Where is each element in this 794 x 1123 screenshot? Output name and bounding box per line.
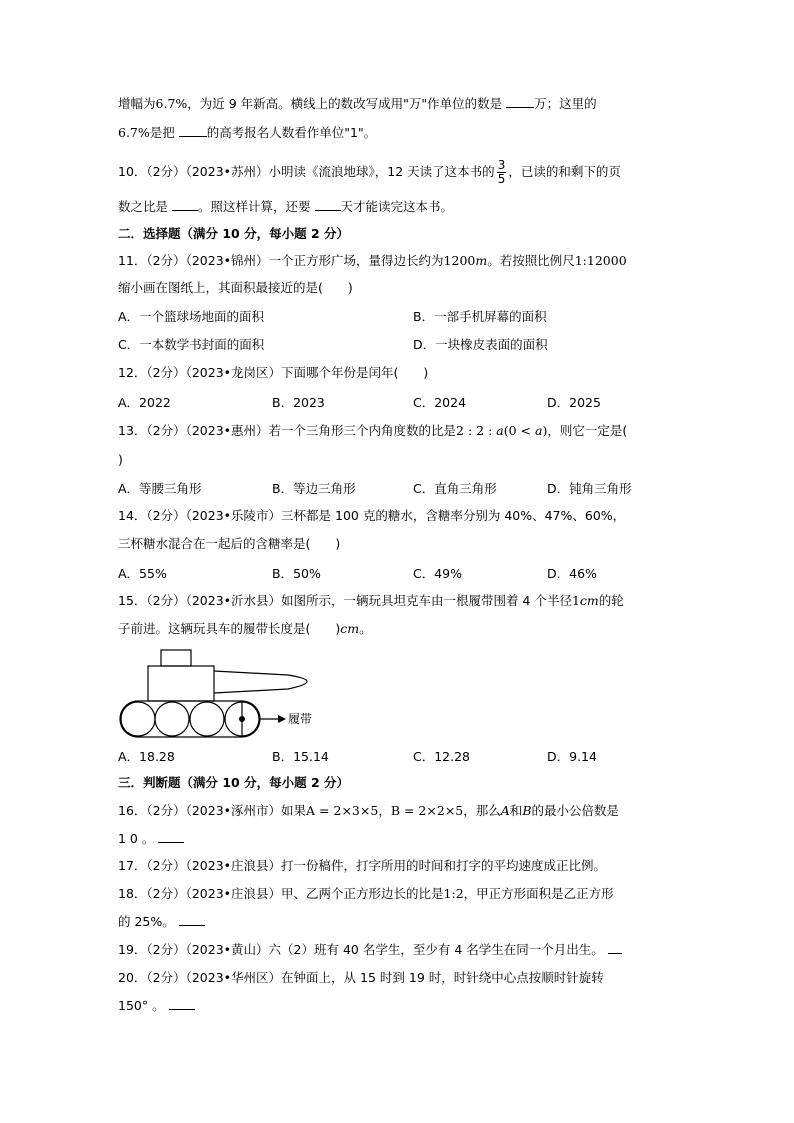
question-text: 的轮 xyxy=(598,593,624,608)
question-text: 18．（2分）（2023•庄浪县）甲、乙两个正方形边长的比是 xyxy=(118,886,444,901)
question-text: ，那么 xyxy=(463,803,501,818)
option-a[interactable]: A．2022 xyxy=(118,395,171,410)
option-b[interactable]: B．一部手机屏幕的面积 xyxy=(413,309,547,324)
intro-text: 是把 xyxy=(149,125,175,140)
answer-blank[interactable] xyxy=(179,913,205,926)
wheel xyxy=(155,702,189,736)
track-left-curve xyxy=(120,701,138,737)
intro-line-2 xyxy=(118,124,376,142)
question-text: ，则它一定是( xyxy=(547,423,628,438)
wheel-center xyxy=(239,716,245,722)
answer-blank[interactable] xyxy=(315,198,341,211)
fraction-denominator: 5 xyxy=(497,172,506,186)
question-20-line-2 xyxy=(118,997,195,1015)
option-a[interactable]: A．一个篮球场地面的面积 xyxy=(118,309,265,324)
question-text: ，已读的和剩下的页 xyxy=(508,164,621,179)
question-15-line-2 xyxy=(118,620,372,638)
section-heading: 三．判断题（满分 10 分，每小题 2 分） xyxy=(118,775,350,790)
question-text: 。 xyxy=(359,621,372,636)
unit: m xyxy=(475,253,488,268)
question-18-line-1 xyxy=(118,885,614,903)
condition: (0 < xyxy=(503,423,535,438)
question-text: 。照这样计算，还要 xyxy=(198,199,311,214)
wheel xyxy=(121,702,155,736)
question-16-line-1 xyxy=(118,802,619,820)
answer-blank[interactable] xyxy=(169,997,195,1010)
wheel xyxy=(190,702,224,736)
question-text: 15．（2分）（2023•沂水县）如图所示，一辆玩具坦克车由一根履带围着 4 个半径 xyxy=(118,593,572,608)
intro-text: 的高考报名人数看作单位"1"。 xyxy=(206,125,377,140)
variable: a xyxy=(534,423,543,438)
intro-percent: 6.7% xyxy=(155,96,188,111)
intro-line-1 xyxy=(118,95,597,113)
variable: a xyxy=(496,423,504,438)
option-a[interactable]: A．等腰三角形 xyxy=(118,481,202,496)
question-10-line-1 xyxy=(118,157,621,187)
option-a[interactable]: A．55% xyxy=(118,566,167,581)
question-text: 10．（2分）（2023•苏州）小明读《流浪地球》，12 天读了这本书的 xyxy=(118,164,495,179)
question-text: 150° 。 xyxy=(118,998,165,1013)
number: 1 xyxy=(571,593,580,608)
option-c[interactable]: C．12.28 xyxy=(413,749,471,764)
question-15-line-1 xyxy=(118,592,624,610)
option-d[interactable]: D．9.14 xyxy=(547,749,597,764)
question-text: 16．（2分）（2023•涿州市）如果 xyxy=(118,803,307,818)
option-d[interactable]: D．2025 xyxy=(547,395,601,410)
question-13-line-1 xyxy=(118,422,627,440)
intro-text: 万；这里的 xyxy=(534,96,597,111)
fraction xyxy=(497,159,507,186)
question-19-line-1 xyxy=(118,941,622,959)
option-d[interactable]: D．钝角三角形 xyxy=(547,481,632,496)
option-c[interactable]: C．2024 xyxy=(413,395,467,410)
question-text: 11．（2分）（2023•锦州）一个正方形广场，量得边长约为 xyxy=(118,253,444,268)
option-c[interactable]: C．一本数学书封面的面积 xyxy=(118,337,265,352)
unit: cm xyxy=(340,621,360,636)
option-c[interactable]: C．49% xyxy=(413,566,463,581)
question-text: 子前进。这辆玩具车的履带长度是( ) xyxy=(118,621,341,636)
tank-figure xyxy=(118,645,338,745)
question-11-line-2: 缩小画在图纸上，其面积最接近的是( ) xyxy=(118,280,353,295)
variable: A xyxy=(500,803,510,818)
intro-percent: 6.7% xyxy=(118,125,150,140)
option-b[interactable]: B．15.14 xyxy=(272,749,329,764)
option-d[interactable]: D．46% xyxy=(547,566,597,581)
tank-turret xyxy=(161,650,191,666)
question-text: 13．（2分）（2023•惠州）若一个三角形三个内角度数的比是 xyxy=(118,423,457,438)
option-b[interactable]: B．50% xyxy=(272,566,321,581)
intro-text: ，为近 9 年新高。横线上的数改写成用"万"作单位的数是 xyxy=(187,96,503,111)
condition: ) xyxy=(542,423,548,438)
question-20-line-1: 20．（2分）（2023•华州区）在钟面上，从 15 时到 19 时，时针绕中心点按顺时针旋转 xyxy=(118,970,604,985)
question-14-line-1: 14．（2分）（2023•乐陵市）三杯都是 100 克的糖水，含糖率分别为 40%、47%、60%， xyxy=(118,508,626,523)
answer-blank[interactable] xyxy=(172,198,198,211)
question-17-line-1: 17．（2分）（2023•庄浪县）打一份稿件，打字所用的时间和打字的平均速度成正比例。 xyxy=(118,858,607,873)
question-13-line-2: ) xyxy=(118,452,123,467)
question-text: ，甲正方形面积是乙正方形 xyxy=(463,886,614,901)
option-d[interactable]: D．一块橡皮表面的面积 xyxy=(413,337,548,352)
answer-blank[interactable] xyxy=(506,95,534,108)
ratio: 2 : 2 : xyxy=(456,423,497,438)
equation: B = 2×2×5 xyxy=(390,803,464,818)
unit: cm xyxy=(579,593,599,608)
option-b[interactable]: B．2023 xyxy=(272,395,325,410)
option-a[interactable]: A．18.28 xyxy=(118,749,175,764)
question-18-line-2 xyxy=(118,913,205,931)
tank-body xyxy=(148,666,214,701)
question-text: ， xyxy=(378,803,391,818)
question-text: 数之比是 xyxy=(118,199,169,214)
intro-text: 增幅为 xyxy=(118,96,156,111)
variable: B xyxy=(522,803,532,818)
arrow-head xyxy=(278,715,286,723)
question-text: 天才能读完这本书。 xyxy=(340,199,454,214)
track-label: 履带 xyxy=(288,712,313,726)
question-text: 1 0 。 xyxy=(118,831,155,846)
question-10-line-2 xyxy=(118,198,453,216)
answer-blank[interactable] xyxy=(158,830,184,843)
question-text: 的 25%。 xyxy=(118,914,175,929)
fraction-numerator: 3 xyxy=(497,158,506,172)
number: 1200 xyxy=(443,253,476,268)
question-14-line-2: 三杯糖水混合在一起后的含糖率是( ) xyxy=(118,536,341,551)
question-11-line-1 xyxy=(118,252,627,270)
section-heading: 二．选择题（满分 10 分，每小题 2 分） xyxy=(118,226,350,241)
question-12-line-1: 12．（2分）（2023•龙岗区）下面哪个年份是闰年( ) xyxy=(118,365,429,380)
question-text: 。若按照比例尺 xyxy=(487,253,575,268)
tank-barrel xyxy=(214,671,307,693)
option-c[interactable]: C．直角三角形 xyxy=(413,481,497,496)
scale-ratio: 1:12000 xyxy=(574,253,627,268)
option-b[interactable]: B．等边三角形 xyxy=(272,481,356,496)
answer-blank[interactable] xyxy=(608,941,622,954)
question-text: 的最小公倍数是 xyxy=(531,803,620,818)
question-text: 和 xyxy=(509,803,523,818)
equation: A = 2×3×5 xyxy=(306,803,379,818)
question-text: 19．（2分）（2023•黄山）六（2）班有 40 名学生，至少有 4 名学生在同一个月出生。 xyxy=(118,942,604,957)
ratio: 1:2 xyxy=(443,886,464,901)
question-16-line-2 xyxy=(118,830,184,848)
answer-blank[interactable] xyxy=(179,124,207,137)
